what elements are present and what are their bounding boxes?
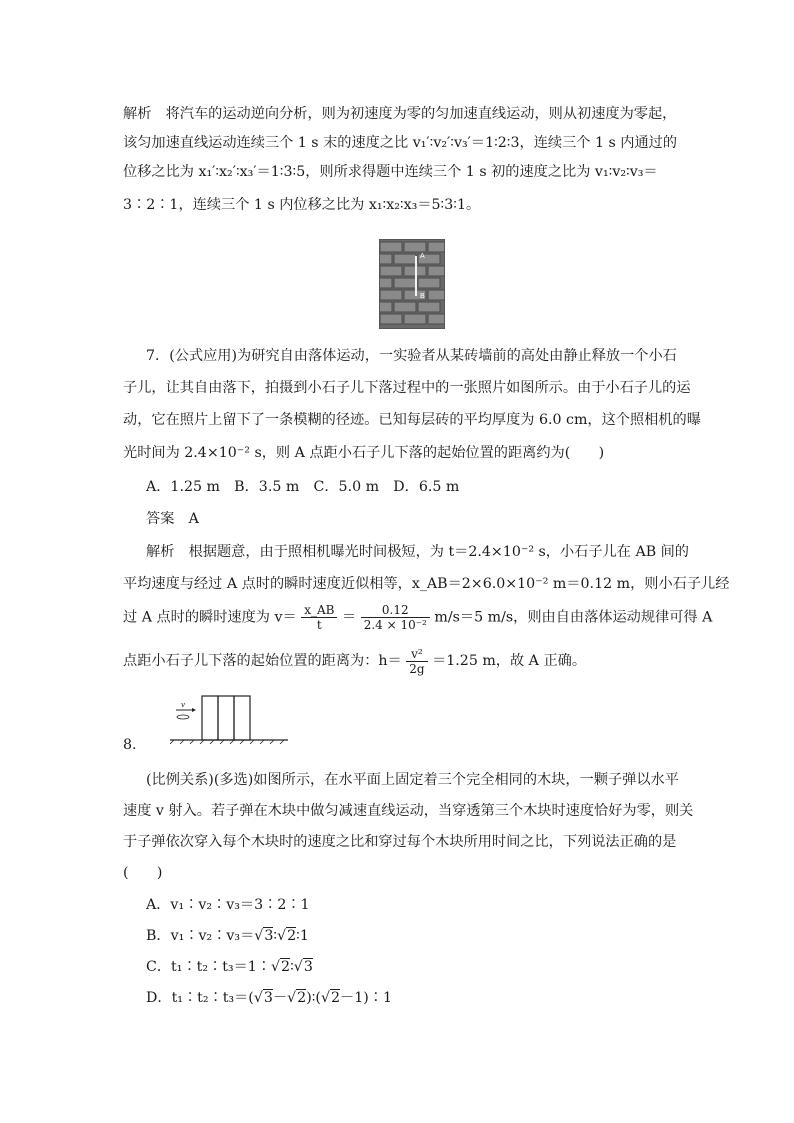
velocity-label: v <box>181 701 185 709</box>
option-b-prefix: B．v₁∶v₂∶v₃＝ <box>146 928 255 944</box>
q7-answer: 答案 A <box>146 511 199 527</box>
ratio-sep: ∶ <box>273 928 278 944</box>
fraction-numerator: x_AB <box>301 603 337 618</box>
analysis6-line2: 该匀加速直线运动连续三个 1 s 末的速度之比 v₁′∶v₂′∶v₃′＝1∶2∶3，连续三个 1 s 内通过的 <box>123 135 678 151</box>
wooden-blocks-figure <box>170 692 288 744</box>
option-d-suffix: －1)∶1 <box>340 990 392 1006</box>
q7-sol4-suffix: ＝1.25 m，故 A 正确。 <box>432 653 587 669</box>
q8-option-d: D．t₁∶t₂∶t₃＝(√3－√2)∶(√2－1)∶1 <box>146 990 392 1006</box>
q7-line4: 光时间为 2.4×10⁻² s，则 A 点距小石子儿下落的起始位置的距离约为( ) <box>123 445 605 461</box>
fraction-v2-over-2g <box>406 647 427 676</box>
analysis6-line3: 位移之比为 x₁′∶x₂′∶x₃′＝1∶3∶5，则所求得题中连续三个 1 s 初的速度之比为 v₁∶v₂∶v₃＝ <box>123 164 658 180</box>
fraction-xab-over-t <box>301 603 337 632</box>
q7-line2: 子儿，让其自由落下，拍摄到小石子儿下落过程中的一张照片如图所示。由于小石子儿的运 <box>123 380 691 396</box>
fraction-numerator: v² <box>406 647 427 662</box>
q7-solution-line3 <box>123 603 712 632</box>
brick-wall-photo <box>379 239 445 329</box>
q7-options: A．1.25 m B．3.5 m C．5.0 m D．6.5 m <box>146 479 460 495</box>
sqrt-term: 2 <box>331 990 341 1006</box>
fraction-denominator: 2.4 × 10⁻² <box>363 618 427 632</box>
option-c-prefix: C．t₁∶t₂∶t₃＝1∶ <box>146 959 271 975</box>
point-a-label: A <box>420 252 425 260</box>
ratio-sep: )∶( <box>306 990 321 1006</box>
analysis6-line1: 解析 将汽车的运动逆向分析，则为初速度为零的匀加速直线运动，则从初速度为零起， <box>123 106 677 122</box>
q7-sol3-prefix: 过 A 点时的瞬时速度为 v＝ <box>123 609 297 626</box>
q7-sol3-equals: ＝ <box>341 609 357 626</box>
q8-line2: 速度 v 射入。若子弹在木块中做匀减速直线运动，当穿透第三个木块时速度恰好为零，则关 <box>123 803 694 819</box>
q8-line3: 于子弹依次穿入每个木块时的速度之比和穿过每个木块所用时间之比，下列说法正确的是 <box>123 834 677 850</box>
q8-line1: (比例关系)(多选)如图所示，在水平面上固定着三个完全相同的木块，一颗子弹以水平 <box>146 772 679 788</box>
option-b-suffix: ∶1 <box>296 928 309 944</box>
q8-number: 8. <box>123 737 137 753</box>
ratio-sep: ∶ <box>290 959 294 975</box>
q8-option-a: A．v₁∶v₂∶v₃＝3∶2∶1 <box>146 897 310 913</box>
q7-line3: 动，它在照片上留下了一条模糊的径迹。已知每层砖的平均厚度为 6.0 cm，这个照相机的曝 <box>123 412 701 428</box>
fraction-numerator: 0.12 <box>361 603 430 618</box>
sqrt-term: 3 <box>303 959 313 975</box>
q7-sol3-suffix: m/s＝5 m/s，则由自由落体运动规律可得 A <box>434 609 713 626</box>
sqrt-term: 3 <box>264 928 274 944</box>
q7-solution-line2: 平均速度与经过 A 点时的瞬时速度近似相等，x_AB＝2×6.0×10⁻² m＝0.12 m，则小石子儿经 <box>123 576 730 592</box>
sqrt-term: 3 <box>263 990 273 1006</box>
fraction-denominator: 2g <box>409 661 425 676</box>
point-b-label: B <box>420 292 425 300</box>
fraction-value <box>361 603 430 632</box>
q7-solution-line1: 解析 根据题意，由于照相机曝光时间极短，为 t＝2.4×10⁻² s，小石子儿在 AB 间的 <box>146 544 689 560</box>
q8-option-b: B．v₁∶v₂∶v₃＝√3∶√2∶1 <box>146 928 309 944</box>
sqrt-term: 2 <box>297 990 307 1006</box>
option-d-prefix: D．t₁∶t₂∶t₃＝( <box>146 990 254 1006</box>
q7-line1: 7．(公式应用)为研究自由落体运动，一实验者从某砖墙前的高处由静止释放一个小石 <box>146 348 677 364</box>
q8-option-c: C．t₁∶t₂∶t₃＝1∶√2∶√3 <box>146 959 313 975</box>
analysis6-line4: 3∶2∶1，连续三个 1 s 内位移之比为 x₁∶x₂∶x₃＝5∶3∶1。 <box>123 197 481 213</box>
sqrt-term: 2 <box>287 928 297 944</box>
minus-sign: － <box>272 990 288 1006</box>
q7-sol4-prefix: 点距小石子儿下落的起始位置的距离为：h＝ <box>123 653 402 669</box>
q8-line4: ( ) <box>123 865 163 881</box>
brick-wall-image <box>380 240 444 328</box>
fraction-denominator: t <box>316 618 322 632</box>
q7-solution-line4 <box>123 646 586 676</box>
sqrt-term: 2 <box>281 959 291 975</box>
